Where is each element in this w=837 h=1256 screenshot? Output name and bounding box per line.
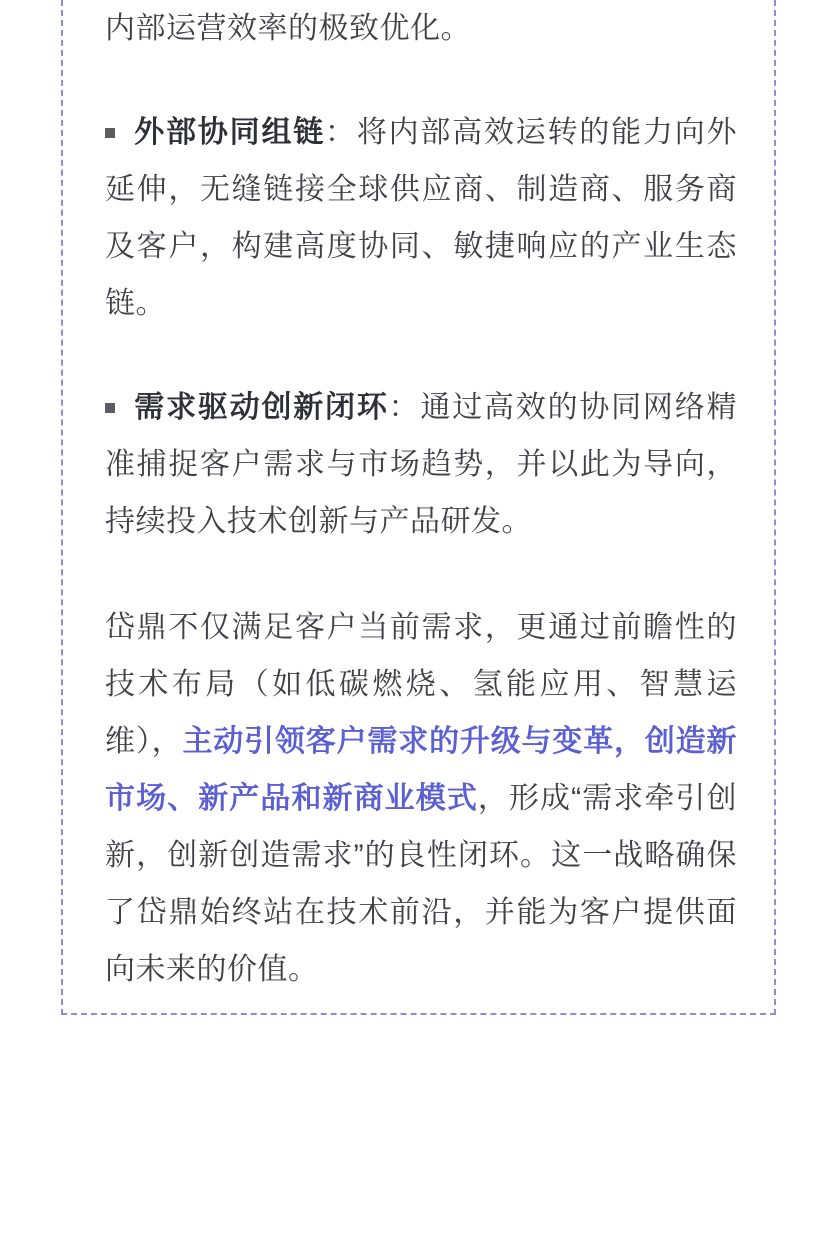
article-body xyxy=(105,0,737,998)
bullet-title: 需求驱动创新闭环 xyxy=(133,391,389,424)
closing-highlight: 主动引领客户需求的升级与变革，创造新市场、新产品和新商业模式 xyxy=(105,725,738,815)
closing-part-2: ，形成“需求牵引创新，创新创造需求”的良性闭环。这一战略确保了岱鼎始终站在技术前沿，并能为客户提供面向未来的价值。 xyxy=(105,782,737,986)
bullet-item-demand-driven-innovation xyxy=(105,379,737,550)
closing-part-1: 岱鼎不仅满足客户当前需求，更通过前瞻性的技术布局（如低碳燃烧、氢能应用、智慧运维）， xyxy=(105,611,737,758)
bullet-body: 通过高效的协同网络精准捕捉客户需求与市场趋势，并以此为导向，持续投入技术创新与产品研发。 xyxy=(105,391,738,538)
square-bullet-icon xyxy=(105,403,115,413)
bullet-title: 外部协同组链 xyxy=(133,116,326,149)
bullet-body: 将内部高效运转的能力向外延伸，无缝链接全球供应商、制造商、服务商及客户，构建高度协同、敏捷响应的产业生态链。 xyxy=(105,116,738,320)
bullet-separator: ： xyxy=(325,116,357,149)
continued-paragraph: 内部运营效率的极致优化。 xyxy=(105,12,471,45)
bullet-item-external-collaboration xyxy=(105,104,737,332)
square-bullet-icon xyxy=(105,128,115,138)
closing-paragraph xyxy=(105,599,737,998)
bullet-separator: ： xyxy=(388,391,421,424)
